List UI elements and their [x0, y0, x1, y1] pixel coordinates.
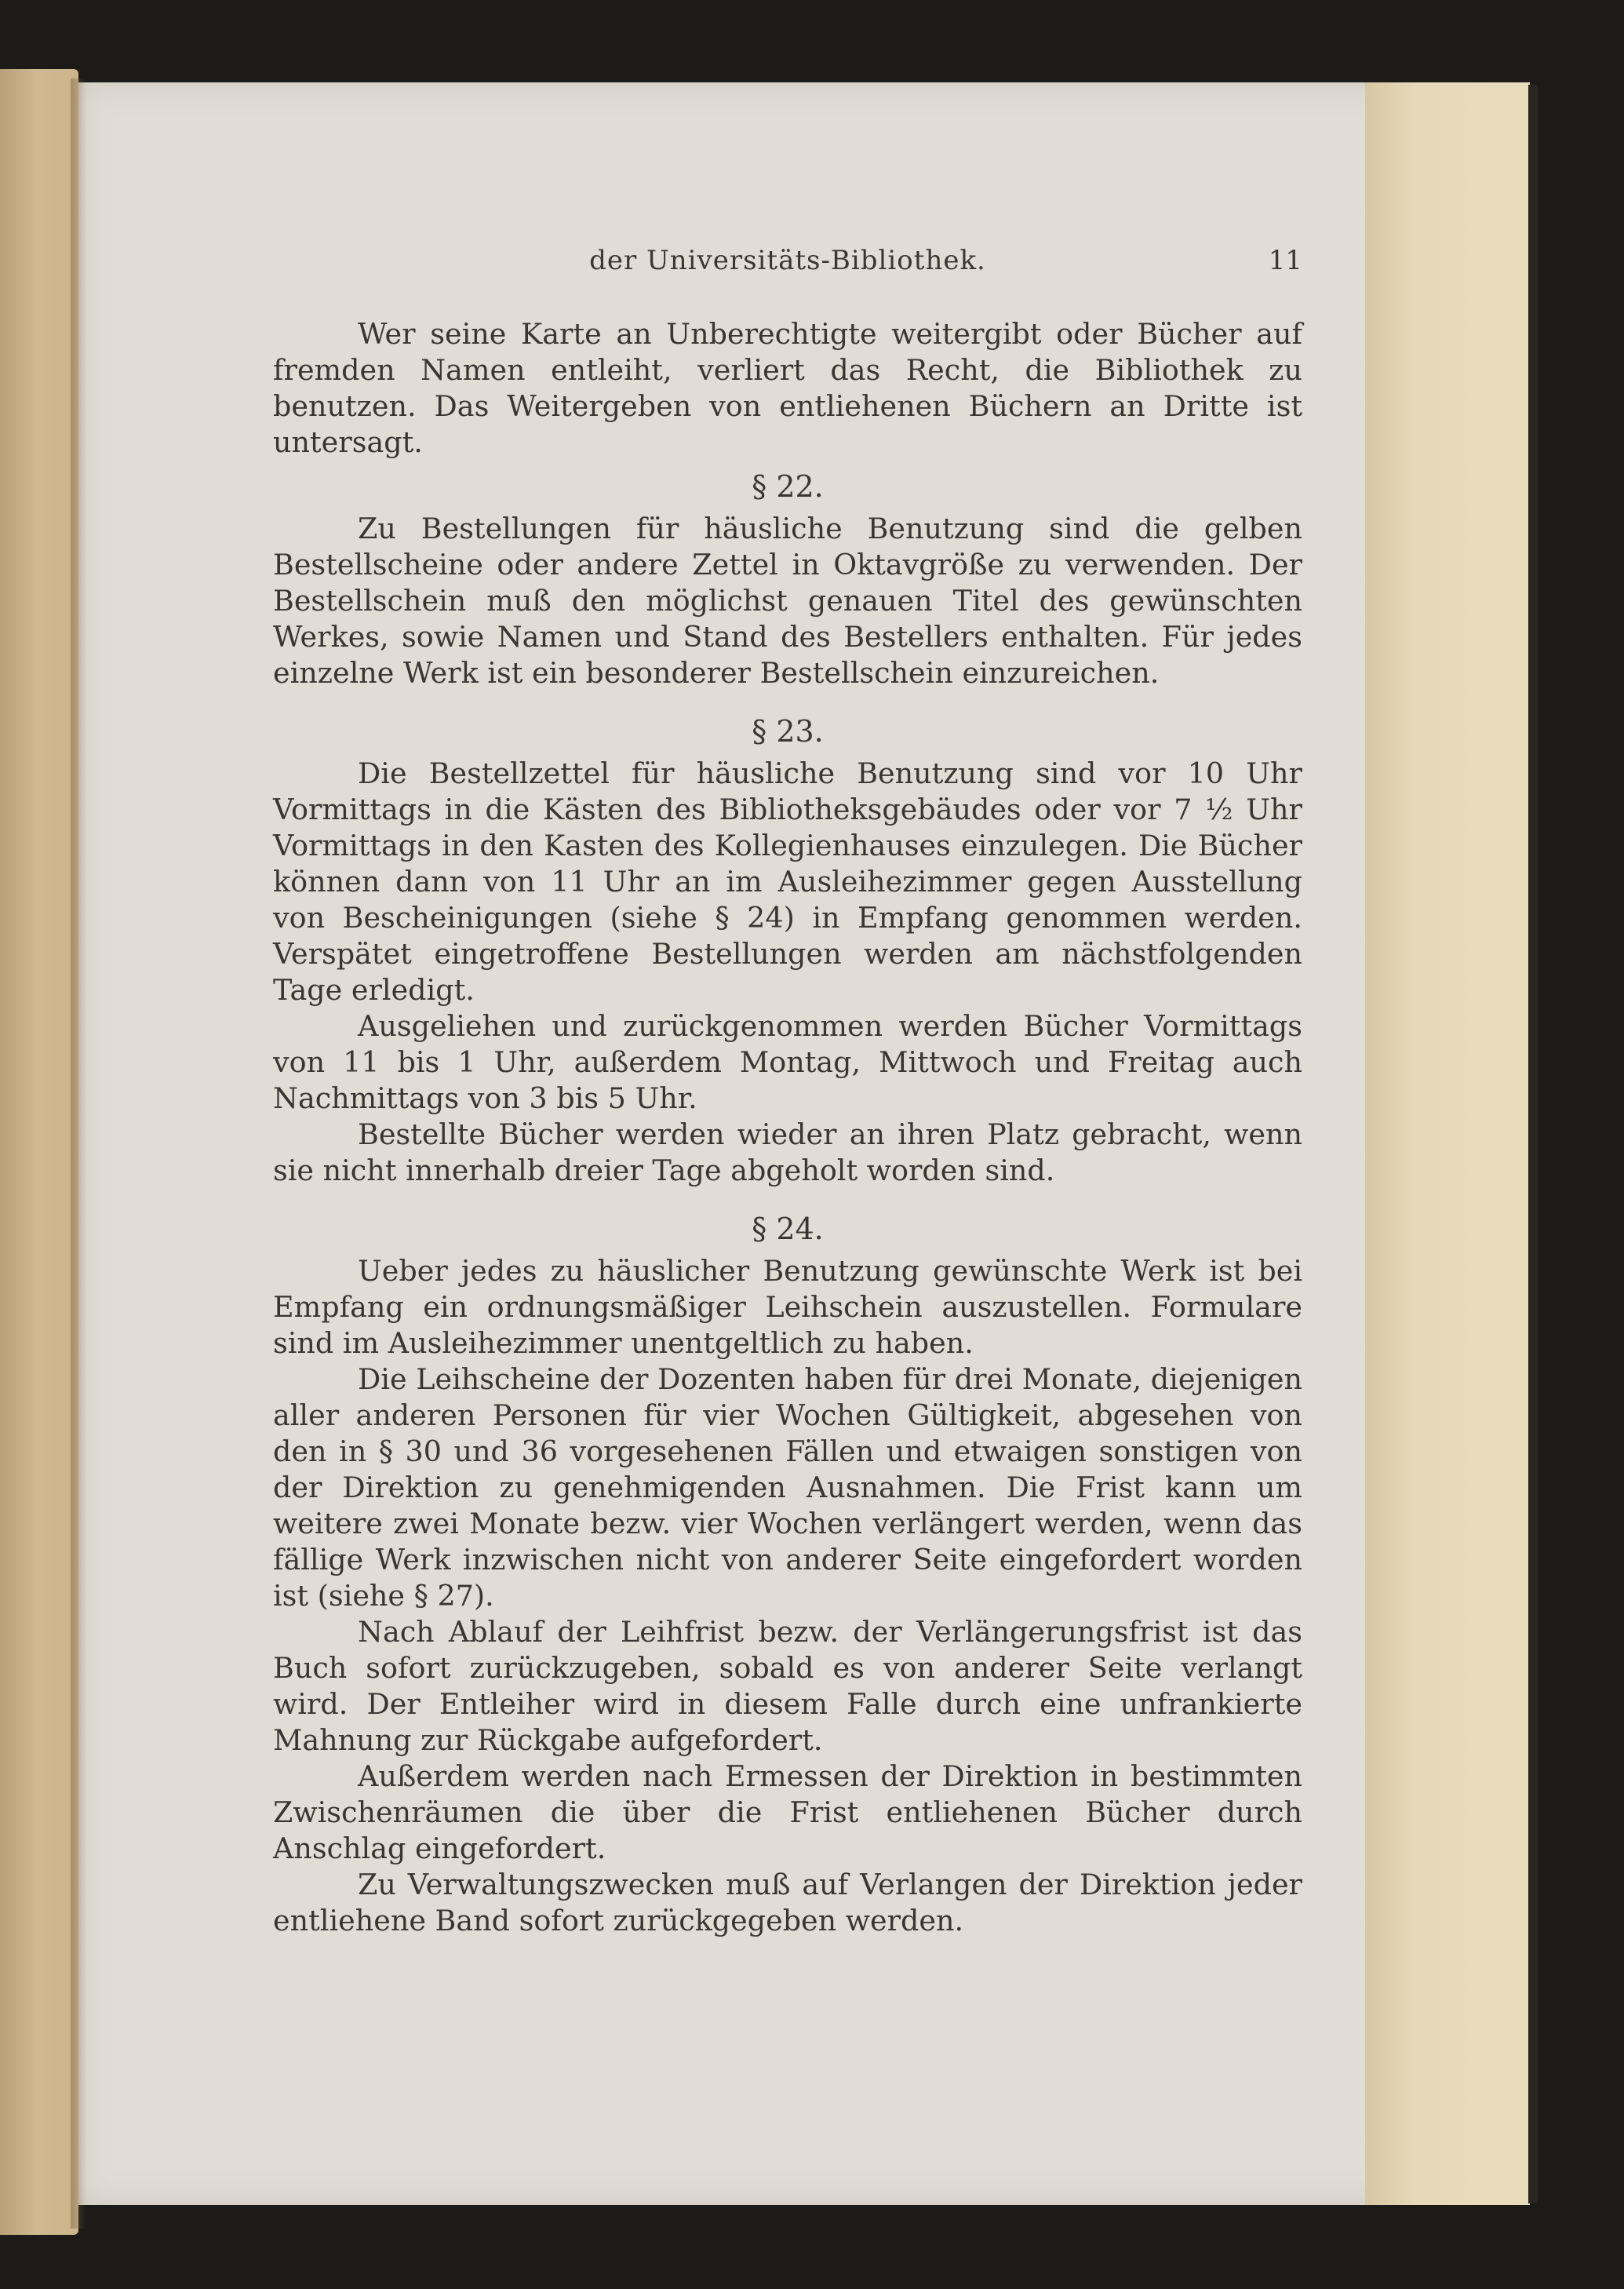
paragraph: Zu Bestellungen für häusliche Benutzung sind die gelben Bestellscheine oder andere Zettel in Oktavgröße zu verwenden. Der Bestellschein muß den möglichst genauen Titel des gewünschten Werkes, sowie Namen und Stand des Bestellers enthalten. Für jedes einzelne Werk ist ein besonderer Bestellschein einzureichen. [273, 512, 1302, 690]
paragraph: Bestellte Bücher werden wieder an ihren Platz gebracht, wenn sie nicht innerhalb dreier Tage abgeholt worden sind. [273, 1117, 1302, 1187]
paragraph: Außerdem werden nach Ermessen der Direktion in bestimmten Zwischenräumen die über die Frist entliehenen Bücher durch Anschlag eingefordert. [273, 1759, 1302, 1865]
paragraph: Ueber jedes zu häuslicher Benutzung gewünschte Werk ist bei Empfang ein ordnungsmäßiger Leihschein auszustellen. Formulare sind im Ausleihezimmer unentgeltlich zu haben. [273, 1254, 1302, 1360]
paragraph: Nach Ablauf der Leihfrist bezw. der Verlängerungsfrist ist das Buch sofort zurückzugeben, sobald es von anderer Seite verlangt wird. Der Entleiher wird in diesem Falle durch eine unfrankierte Mahnung zur Rückgabe aufgefordert. [273, 1615, 1302, 1757]
page-body [273, 316, 1302, 1939]
paragraph: Zu Verwaltungszwecken muß auf Verlangen der Direktion jeder entliehene Band sofort zurückgegeben werden. [273, 1868, 1302, 1937]
paragraph: Die Leihscheine der Dozenten haben für drei Monate, diejenigen aller anderen Personen für vier Wochen Gültigkeit, abgesehen von den in § 30 und 36 vorgesehenen Fällen und etwaigen sonstigen von der Direktion zu genehmigenden Ausnahmen. Die Frist kann um weitere zwei Monate bezw. vier Wochen verlängert werden, wenn das fällige Werk inzwischen nicht von anderer Seite eingefordert worden ist (siehe § 27). [273, 1362, 1302, 1613]
paragraph: Wer seine Karte an Unberechtigte weitergibt oder Bücher auf fremden Namen entleiht, verliert das Recht, die Bibliothek zu benutzen. Das Weitergeben von entliehenen Büchern an Dritte ist untersagt. [273, 317, 1302, 459]
running-head: der Universitäts-Bibliothek. [589, 245, 986, 276]
page-number: 11 [1268, 245, 1302, 276]
book-right-edge [1365, 82, 1530, 2205]
book-right-shadow [1528, 85, 1538, 2203]
paragraph: Die Bestellzettel für häusliche Benutzung sind vor 10 Uhr Vormittags in die Kästen des Bibliotheksgebäudes oder vor 7 ½ Uhr Vormittags in den Kasten des Kollegienhauses einzulegen. Die Bücher können dann von 11 Uhr an im Ausleihezimmer gegen Ausstellung von Bescheinigungen (siehe § 24) in Empfang genommen werden. Verspätet eingetroffene Bestellungen werden am nächstfolgenden Tage erledigt. [273, 756, 1302, 1007]
page-header [273, 245, 1302, 284]
section-heading-22: § 22. [752, 469, 824, 504]
section-heading-24: § 24. [752, 1212, 824, 1246]
paragraph: Ausgeliehen und zurückgenommen werden Bücher Vormittags von 11 bis 1 Uhr, außerdem Montag, Mittwoch und Freitag auch Nachmittags von 3 bis 5 Uhr. [273, 1009, 1302, 1115]
book-gutter-shadow [71, 78, 86, 2229]
section-heading-23: § 23. [752, 714, 824, 749]
book-left-edge [0, 69, 78, 2235]
